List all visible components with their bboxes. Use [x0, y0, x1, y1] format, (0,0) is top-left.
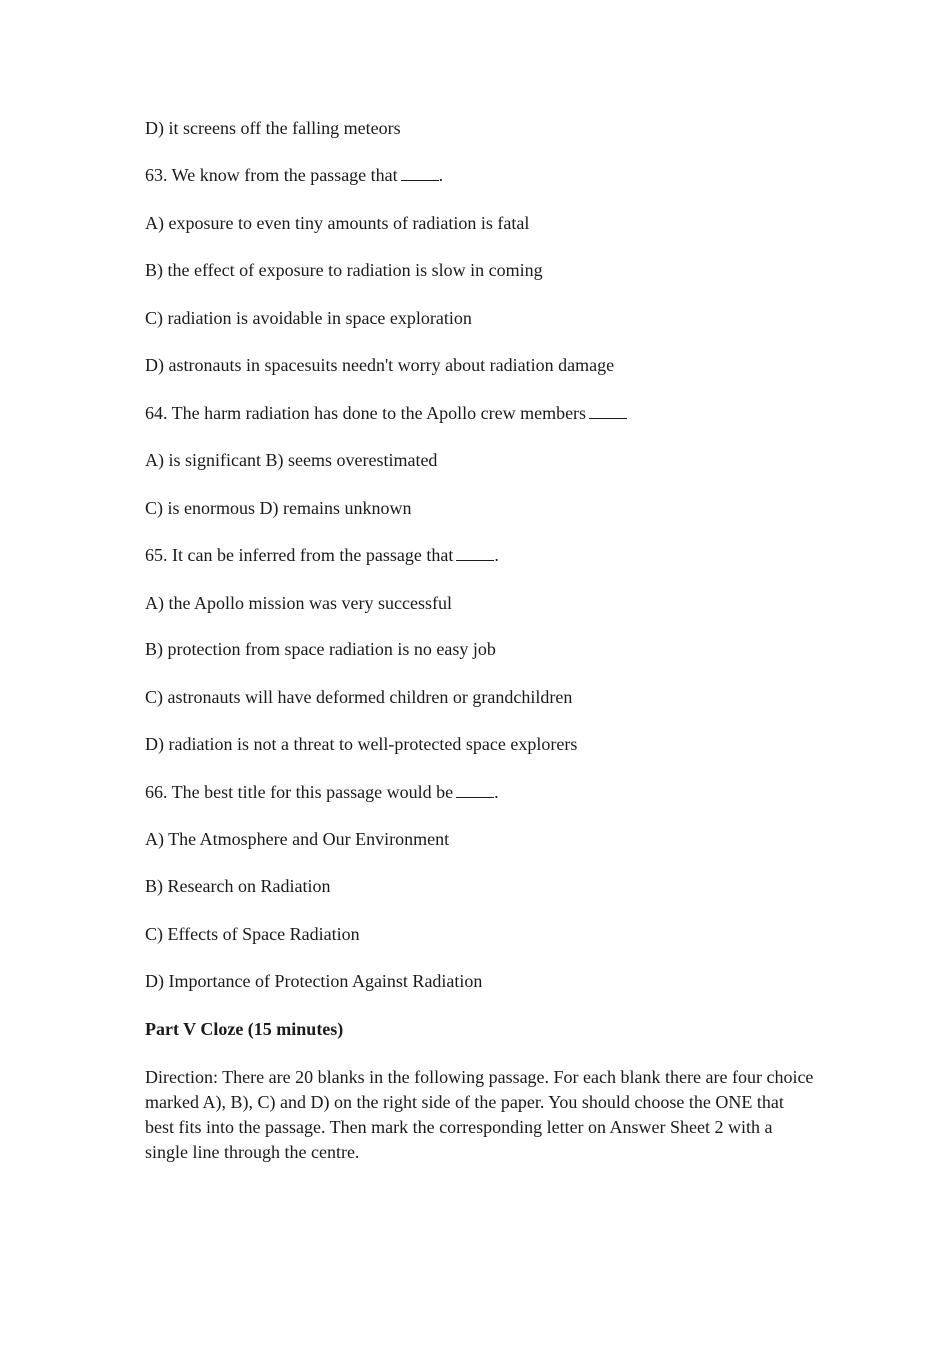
line-text: A) The Atmosphere and Our Environment: [145, 829, 450, 849]
question-stem: [145, 164, 443, 186]
answer-option: [145, 686, 572, 708]
line-text: A) is significant B) seems overestimated: [145, 450, 438, 470]
answer-option: [145, 497, 411, 519]
line-text: 65. It can be inferred from the passage that: [145, 545, 454, 565]
line-text: D) radiation is not a threat to well-protected space explorers: [145, 734, 578, 754]
line-text: D) Importance of Protection Against Radiation: [145, 971, 483, 991]
line-text: A) the Apollo mission was very successful: [145, 593, 452, 613]
answer-option: [145, 875, 330, 897]
section-heading: Part V Cloze (15 minutes): [145, 1019, 344, 1039]
line-text: 64. The harm radiation has done to the Apollo crew members: [145, 403, 587, 423]
line-text: B) protection from space radiation is no easy job: [145, 639, 496, 659]
line-punctuation: .: [494, 545, 499, 565]
answer-option: [145, 923, 360, 945]
answer-option: [145, 117, 401, 139]
line-text: D) it screens off the falling meteors: [145, 118, 401, 138]
line-text: 63. We know from the passage that: [145, 165, 398, 185]
direction-paragraph: Direction: There are 20 blanks in the following passage. For each blank there are four choice marked A), B), C) and D) on the right side of the paper. You should choose the ONE that best fits into the passage. Then mark the corresponding letter on Answer Sheet 2 with a single line through the centre.: [145, 1067, 814, 1162]
answer-option: [145, 259, 543, 281]
line-text: C) astronauts will have deformed children or grandchildren: [145, 687, 573, 707]
answer-blank: [456, 783, 494, 798]
answer-option: [145, 212, 529, 234]
answer-option: [145, 828, 449, 850]
question-stem: [145, 781, 499, 803]
answer-option: [145, 733, 577, 755]
line-text: 66. The best title for this passage would be: [145, 782, 454, 802]
line-text: C) is enormous D) remains unknown: [145, 498, 412, 518]
answer-blank: [401, 166, 439, 181]
answer-option: [145, 592, 452, 614]
question-stem: [145, 544, 499, 566]
answer-option: [145, 449, 437, 471]
question-stem: [145, 402, 627, 424]
answer-blank: [456, 546, 494, 561]
answer-option: [145, 638, 496, 660]
line-punctuation: .: [438, 165, 444, 185]
answer-option: [145, 307, 472, 329]
line-text: D) astronauts in spacesuits needn't worry about radiation damage: [145, 355, 615, 375]
line-text: B) Research on Radiation: [145, 876, 331, 896]
line-text: C) radiation is avoidable in space exploration: [145, 308, 472, 328]
line-punctuation: .: [494, 782, 499, 802]
answer-blank: [589, 404, 627, 419]
answer-option: [145, 354, 614, 376]
line-text: A) exposure to even tiny amounts of radiation is fatal: [145, 213, 530, 233]
line-text: B) the effect of exposure to radiation is slow in coming: [145, 260, 543, 280]
line-text: C) Effects of Space Radiation: [145, 924, 360, 944]
answer-option: [145, 970, 482, 992]
